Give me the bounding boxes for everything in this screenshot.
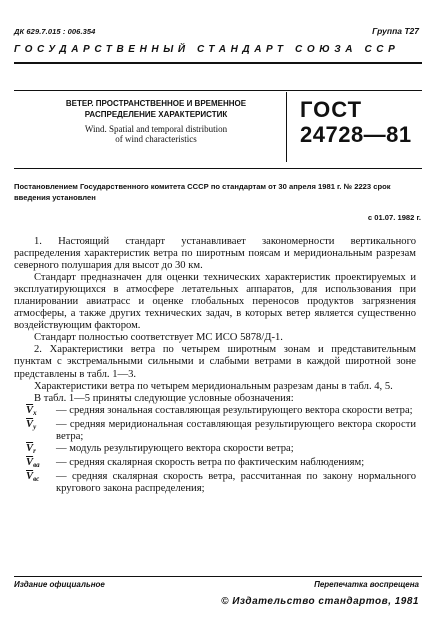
symbol-row [14,457,416,471]
symbol-row [14,443,416,457]
udk-code: ДК 629.7.015 : 006.354 [14,27,96,36]
title-english-line-1: Wind. Spatial and temporal distribution [84,124,228,134]
symbol-description: — модуль результирующего вектора скорости ветра; [56,442,294,454]
symbol-description: — средняя зональная составляющая результирующего вектора скорости ветра; [56,404,413,416]
paragraph-1: 1. Настоящий стандарт устанавливает закономерности вертикального распределения характеристик ветра по широтным поясам и меридиональным разрезам северного полушария для высот до 30 км. [14,236,416,272]
symbol-vvs: $\overline{V}_{вс}$ [26,470,40,483]
edition-label: Издание официальное [14,580,105,589]
paragraph-5: Характеристики ветра по четырем меридиональным разрезам даны в табл. 4, 5. [34,380,393,392]
symbol-vr: $\overline{V}_r$ [26,442,36,455]
gost-label: ГОСТ [300,97,363,122]
footer-rule [14,576,422,577]
header-rule [14,62,422,64]
symbol-vx: $\overline{V}_x$ [26,404,37,417]
paragraph-6: В табл. 1—5 приняты следующие условные обозначения: [34,392,294,404]
paragraph-4: 2. Характеристики ветра по четырем широтным зонам и представительным пунктам с экстремальными сильными и слабыми ветрами в каждой широтной зоне представлены в табл. 1—3. [14,344,416,380]
effective-date: с 01.07. 1982 г. [367,213,421,222]
symbol-description: — средняя меридиональная составляющая результирующего вектора скорости ветра; [56,418,416,442]
standard-line: ГОСУДАРСТВЕННЫЙ СТАНДАРТ СОЮЗА ССР [14,44,400,55]
symbol-row [14,471,416,495]
title-rule-top [14,90,422,91]
document-body [14,236,416,495]
symbol-vva: $\overline{V}_{ва}$ [26,456,40,469]
symbol-description: — средняя скалярная скорость ветра, рассчитанная по закону нормального кругового закона распределения; [56,470,416,494]
title-rule-bottom [14,168,422,169]
publisher-copyright: © Издательство стандартов, 1981 [221,596,419,607]
gost-number: 24728—81 [300,122,412,147]
symbol-row [14,419,416,443]
title-english-line-2: of wind characteristics [115,134,197,144]
decree-text: Постановлением Государственного комитета СССР по стандартам от 30 апреля 1981 г. № 2223 срок введения установлен [14,182,391,202]
symbol-row [14,405,416,419]
title-russian: ВЕТЕР. ПРОСТРАНСТВЕННОЕ И ВРЕМЕННОЕ РАСПРЕДЕЛЕНИЕ ХАРАКТЕРИСТИК [65,99,247,119]
paragraph-3: Стандарт полностью соответствует МС ИСО 5878/Д-1. [34,332,283,344]
symbol-vy: $\overline{V}_y$ [26,418,37,431]
title-english [36,124,276,144]
group-code: Группа Т27 [372,26,419,36]
reprint-notice: Перепечатка воспрещена [314,580,419,589]
title-separator [286,92,287,162]
paragraph-2: Стандарт предназначен для оценки технических характеристик проектируемых и эксплуатирующихся в атмосфере летательных аппаратов, для использования при планировании авиатрасс и оценке глобальных переносов продуктов загрязнения атмосферы, а также других технических задач, в которых ветер является существенно воздействующим фактором. [14,272,416,332]
symbol-description: — средняя скалярная скорость ветра по фактическим наблюдениям; [56,456,365,468]
